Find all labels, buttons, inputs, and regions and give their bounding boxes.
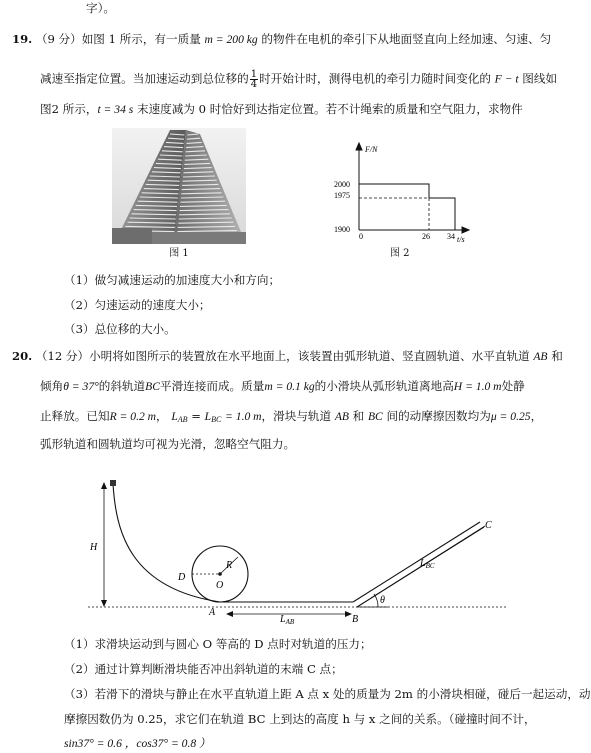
q20-bc-2: BC	[367, 410, 383, 423]
q20-line2-a: 倾角	[40, 379, 64, 393]
fig2-ytick-2000: 2000	[334, 180, 350, 189]
q20-line3: 止释放。已知R = 0.2 m， $L_{AB} = L_{BC} = 1.0$ m，滑块与轨道 AB 和 BC 间的动摩擦因数均为μ = 0.25，	[40, 409, 543, 424]
q20-line3-a: 止释放。已知	[40, 409, 110, 423]
q20-length: = 1.0 m	[225, 410, 262, 423]
fig3-label-C: C	[485, 520, 492, 531]
fig3-label-A: A	[209, 607, 216, 618]
force-time-graph	[323, 140, 473, 244]
q19-line3-b: 末速度减为 0 时恰好到达指定位置。若不计绳索的质量和空气阻力，求物件	[136, 102, 523, 116]
fig2-force-line-2	[429, 198, 455, 230]
q19-sub2: （2）匀速运动的速度大小；	[64, 298, 211, 312]
fig3-label-B: B	[352, 614, 359, 625]
q19-line2	[40, 70, 557, 89]
q20-mu: μ = 0.25	[490, 410, 531, 423]
q20-line3-d: 间的动摩擦因数均为	[386, 409, 491, 423]
q19-line2-c: 图线如	[522, 71, 558, 86]
fig3-label-D: D	[178, 572, 186, 583]
fig2-xtick-34: 34	[447, 232, 455, 241]
q20-line3-b: ，	[156, 409, 168, 423]
q19-line2-a: 减速至指定位置。当加速运动到总位移的	[40, 71, 249, 86]
q20-line2	[40, 378, 525, 395]
fig2-ytick-1900: 1900	[334, 225, 350, 234]
q19-time: t = 34 s	[97, 103, 134, 116]
q20-theta: θ = 37°	[63, 380, 99, 393]
q20-height: H = 1.0 m	[453, 380, 502, 393]
fig3-label-R: R	[226, 560, 233, 571]
top-fragment: 字）。	[86, 1, 115, 15]
q20-lbc: L	[204, 410, 212, 423]
fig1-caption: 图 1	[169, 248, 189, 259]
q20-line1-a: （12 分）小明将如图所示的装置放在水平地面上，该装置由弧形轨道、竖直圆轨道、水平直轨道	[35, 349, 530, 363]
q20-sub3-a: （3）若滑下的滑块与静止在水平直轨道上距 A 点 x 处的质量为 2m 的小滑块相碰，碰后一起运动，动	[64, 687, 591, 701]
fig2-x-unit: t/s	[457, 235, 465, 244]
q20-line2-b: 的斜轨道	[98, 379, 146, 393]
track-diagram	[88, 470, 508, 634]
q20-line2-e: 处静	[501, 379, 525, 393]
q19-line1	[12, 31, 551, 48]
q19-ft: F − t	[494, 72, 519, 86]
q19-fraction	[250, 70, 258, 89]
q19-number: 19.	[12, 32, 33, 46]
q20-and: 和	[352, 409, 365, 423]
fig3-label-theta: θ	[380, 595, 385, 606]
q19-sub1: （1）做匀减速运动的加速度大小和方向；	[64, 273, 281, 287]
q20-ab: AB	[533, 350, 548, 363]
fig3-label-LBC: $L_{BC}$	[420, 558, 435, 570]
fig2-xtick-0: 0	[359, 232, 363, 241]
q20-radius: R = 0.2 m	[109, 410, 157, 423]
q20-line4: 弧形轨道和圆轨道均可视为光滑，忽略空气阻力。	[40, 437, 296, 451]
fig2-ytick-1975: 1975	[334, 191, 350, 200]
building-photo	[112, 128, 246, 244]
fig3-label-H: H	[90, 542, 98, 553]
q20-line2-d: 的小滑块从弧形轨道离地高	[314, 379, 454, 393]
q20-sub1: （1）求滑块运动到与圆心 O 等高的 D 点时对轨道的压力；	[64, 637, 372, 651]
fig3-label-O: O	[216, 580, 224, 591]
q20-line1-b: 和	[551, 349, 563, 363]
q20-line3-e: ，	[530, 409, 543, 423]
q20-line3-c: ，滑块与轨道	[261, 409, 332, 423]
q20-lab: L	[171, 410, 178, 423]
fig3-label-LAB: $L_{AB}$	[280, 614, 295, 626]
q20-ab-2: AB	[334, 410, 349, 423]
q19-line2-b: 时开始计时，测得电机的牵引力随时间变化的	[259, 71, 491, 86]
q20-line1	[12, 348, 563, 365]
q20-line2-c: 平滑连接而成。质量	[159, 379, 265, 393]
q19-line3-a: 图2 所示，	[40, 102, 98, 116]
q19-sub3: （3）总位移的大小。	[64, 322, 176, 336]
q20-mass: m = 0.1 kg	[264, 380, 315, 393]
q19-line1-rest: 的物件在电机的牵引下从地面竖直向上经加速、匀速、匀	[261, 32, 552, 46]
q20-bc: BC	[145, 380, 160, 393]
q20-lbc-sub: BC	[211, 415, 222, 424]
fig2-caption: 图 2	[390, 248, 410, 259]
fig2-xtick-26: 26	[422, 232, 430, 241]
q20-sub3-b: 摩擦因数仍为 0.25，求它们在轨道 BC 上到达的高度 h 与 x 之间的关系。（碰撞时间不计，	[64, 712, 536, 726]
q19-mass: m = 200 kg	[204, 33, 258, 46]
q19-line3	[40, 101, 523, 118]
fig2-force-line-1	[359, 184, 429, 198]
q20-number: 20.	[12, 349, 33, 363]
fig2-y-unit: F/N	[365, 145, 378, 154]
q20-sub2: （2）通过计算判断滑块能否冲出斜轨道的末端 C 点；	[64, 662, 343, 676]
q20-sub3-c: sin37° = 0.6 ，cos37° = 0.8 ）	[64, 737, 211, 750]
frac-num: 1	[250, 69, 258, 80]
q19-points: （9 分）如图 1 所示，有一质量	[35, 32, 201, 46]
q20-lab-sub: AB	[177, 415, 188, 424]
frac-den: 4	[250, 79, 258, 90]
